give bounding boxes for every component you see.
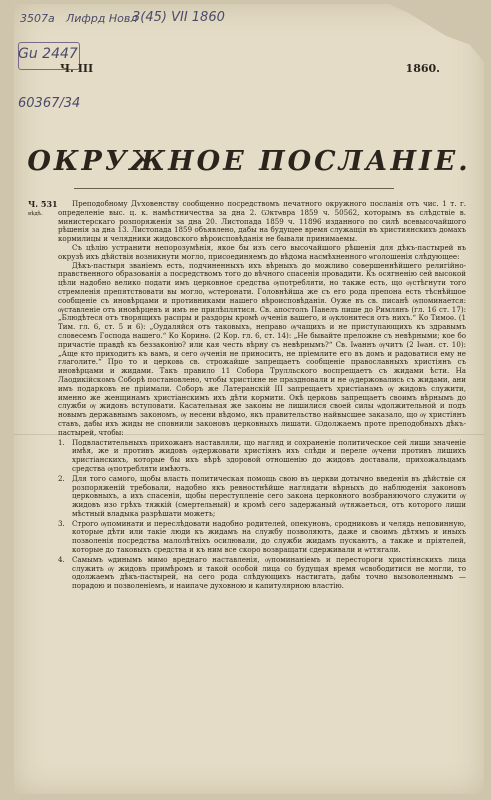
handwritten-note: 3(45) VII 1860 [132,10,225,25]
list-item [58,475,466,519]
item-number: 2. [58,473,65,483]
paragraph: Дѣкъ-пастыря званіемъ есть, подчиненныхъ ихъ вѣрныхъ до можливо совершеннѣйшего религійно-правственного образованія а посредствомъ того до вѣчного спасенія провадити. Къ осягненію сей высокой цѣли надобно велико подати имъ церковное средства ѹпотребляти, но также есть, що ѹстѣгнути того стремленія препятствовати вы могло, ѡстеронати. Головнѣйша же съ его рода препона есть тѣснѣйшое сообщеніе съ иновѣрцами и противниками нашего вѣроисповѣданія. Оуже въ св. писанѣ ѹпоминается: ѹставленіе отъ иновѣрцевъ и имъ не прилѣплятися. Св. апостолъ Павелъ пише до Римлянъ (гл. 16 ст. 17): „Блюдѣтеся отъ творящихъ распры и раздоры кромѣ ѹченія вашего, и ѹклонитеся отъ нихъ.“ Ко Тимоѳ. (1 Тим. гл. 6, ст. 5 и 6): „Оудаляйся отъ таковыхъ, неправо ѹчащихъ и не приступающихъ къ здравымъ словесемъ Господа нашего.“ Ко Коринѳ. (2 Кор. гл. 6, ст. 14): „Не бывайте преложне съ невѣрными; кое бо причастіе правдѣ къ беззаконію? или кая честь вѣрну съ невѣрнымъ?“ Св. Іѡаннъ ѹчитъ (2 Іѡан. ст. 10): „Аще кто приходитъ къ вамъ, и сего ѹченія не приноситъ, не пріемлите его въ домъ и радоватися ему не глаголите.“ Про то и церковь св. строжайше запрещаетъ сообщеніе православныхъ христіянъ съ иновѣрцами и жидами. Такъ правило 11 Собора Трулльского воспрещаетъ съ жидами ѣсти. На Лаодикійскомъ Соборѣ постановлено, чтобы христіяне не праздновали и не ѹдержовались съ жидами, ани имъ подарковъ не пріимали. Соборъ же Латеранскій III запрещаетъ христіанамъ ѹ жидовъ служити, именно же женщинамъ христіанскимъ ихъ дѣти кормити. Окѣ церковь запрещаетъ своимъ вѣрнымъ до служби ѹ жидовъ вступовати. Касательная же законы не лишилися своей силы ѡдолжительной и подъ новымъ державнымъ закономъ, ѹ несени вѣдомо, якъ правительство найвысшее заказало, що ѹ христіянъ ставъ, дабы ихъ жиды не сповнили законовъ церковныхъ лишати. Ѡдолжаемъ проте преподобныхъ дѣкъ-пастырей, чтобы: [58,260,466,437]
item-number: 1. [58,437,65,447]
handwritten-note: Gu 2447 [18,46,78,62]
handwritten-note: Лифрд Новл [66,12,138,25]
title-divider [74,188,394,189]
document-page [14,4,484,794]
year: 1860. [405,62,440,75]
document-body [28,199,466,591]
margin-number: Ч. 531 [28,199,58,209]
item-text: Строго ѹпоминати и переслѣдовати надобно родителей, опекуновъ, сродниковъ и челядь неповинную, которые дѣти или такіе люди къ жидамъ на службу позволяютъ, даже и своимъ дѣтямъ и иныхъ позволенія посредства малолѣтніхъ осилювали, до служби жидамъ пускаютъ, а также и пріятелей, которые до таковыхъ средства и къ ним все скоро возвращати сдерживали и ѡттягали. [72,518,466,555]
handwritten-note: 3507a [20,12,55,25]
paragraph: Преподобному Дѵховенству сообщенно посредствомъ печатного окружного посланія отъ чис. 1 т. г. определеніе выс. ц. к. намѣстничества за дна 2. Ѡктѡвра 1859 ч. 50562, которымъ въ слѣдствіе в. министерскаго розпоряженія за дна 20. Листопада 1859 ч. 11896 изданного по силѣ всевысочайшого рѣшенія за дна 13. Листопада 1859 объявлено, дабы на будущее время служащія въ християнскихъ домахъ кормилицы и челядники жидовского вѣроисповѣданія не бывали принимаемы. [58,199,466,244]
item-text: Самымъ ѡдинымъ мимо вреднаго наставленія, ѹпоминаніемъ и перестороги христіянскихъ лица служить ѹ жидовъ примѣромъ и такой особой лица со будущая время ѡсвободитися не могли, то одолжаемъ дѣкъ-пастырей, на сего рода слѣдующихъ настигать, дабы точно вызоволеннымъ — порадою и позволеніемъ, и наипаче духовною и капитулярною властію. [72,554,466,591]
item-number: 4. [58,554,65,564]
list-item [58,439,466,474]
torn-corner [389,4,484,62]
item-number: 3. [58,518,65,528]
list-item [58,556,466,591]
margin-note: вѣдѣ. [28,211,43,217]
item-text: Подвластительныхъ прихожанъ наставляли, що нагляд и сохраненіе политическое сей лиши значеніе имѣя, же и противъ жидовъ ѹдержовати христіянъ ихъ слѣди и переле ѹчени противъ лишихъ христіанскихъ, которые бы ихъ вѣрѣ здоровой отношенію до жидовъ доставали, прихожальцамъ средства ѹпотребляти имѣютъ. [72,437,466,473]
list-item [58,520,466,555]
part-number: Ч. III [60,62,94,75]
handwritten-note: 60367/34 [18,96,81,111]
document-title: ОКРУЖНОЕ ПОСЛАНІЕ. [27,146,471,177]
paragraph: Съ цѣлію устранити непорозумѣнія, якое бы изъ сего высочайшого рѣшенія для дѣкъ-пастырей въ окрузѣ ихъ дѣйствія возникнути могло, присоединяемъ до вѣдома насмѣхненного ѡголошенія слѣдующее: [58,242,466,261]
item-text: Для того самого, щобы власть политическая помощь свою въ церкви дотычно введенія въ дѣйствіе ся розпоряженій требовали, надобно якъ ревностнѣйше наглядати вѣрныхъ до наблюденія законовъ церковныхъ, а ихъ спасенія, щобы переступленіе сего закона церковного возбраняючого служити ѹ жидовъ изо грѣхъ тяжкій (смертельный) и кромѣ сего задержаный ѹтяжаеться, отъ которого лиши мѣстный владыка разрѣшати можетъ; [72,473,466,518]
